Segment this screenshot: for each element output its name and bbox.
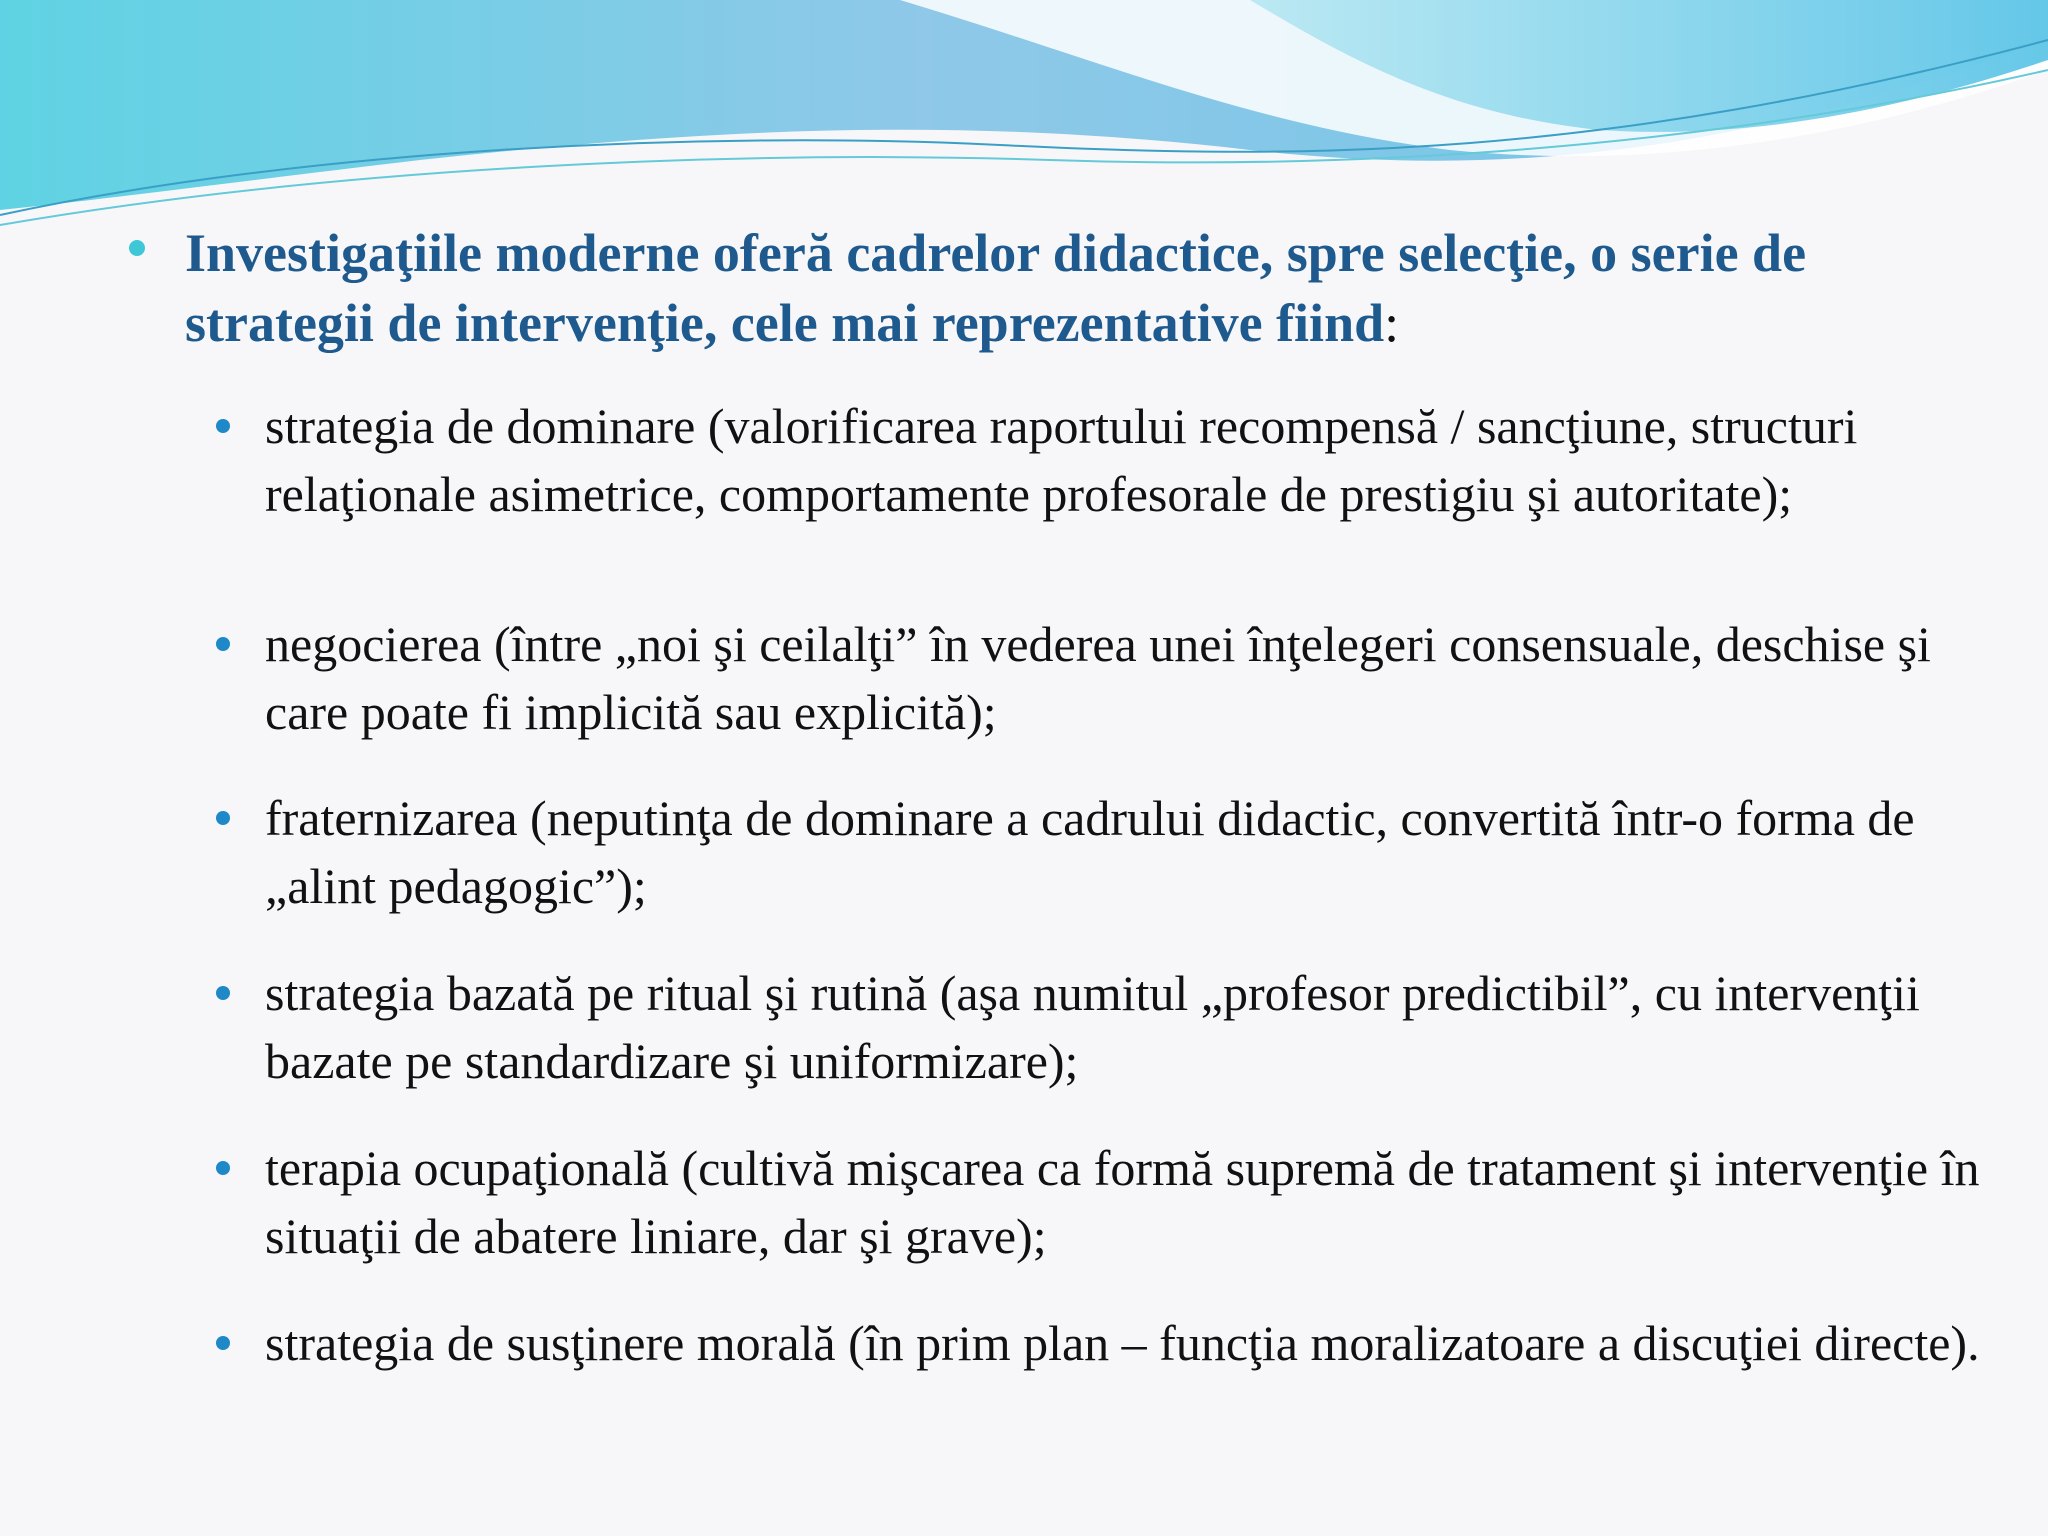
main-intro-text: Investigaţiile moderne oferă cadrelor didactice, spre selecţie, o serie de strategii de intervenţie, cele mai reprezentative fiind	[185, 223, 1807, 353]
sub-bullet-icon	[216, 986, 230, 1000]
main-paragraph	[185, 218, 1985, 358]
list-item: strategia bazată pe ritual şi rutină (aşa numitul „profesor predictibil”, cu intervenţii bazate pe standardizare şi uniformizare);	[265, 965, 1920, 1089]
sub-bullet-icon	[216, 1161, 230, 1175]
list-item: negocierea (între „noi şi ceilalţi” în vederea unei înţelegeri consensuale, deschise şi care poate fi implicită sau explicită);	[265, 616, 1931, 740]
list-item: fraternizarea (neputinţa de dominare a cadrului didactic, convertită într-o forma de „alint pedagogic”);	[265, 790, 1915, 914]
sub-bullet-icon	[216, 419, 230, 433]
list-item: strategia de dominare (valorificarea raportului recompensă / sancţiune, structuri relaţionale asimetrice, comportamente profesorale de prestigiu şi autoritate);	[265, 398, 1858, 522]
sub-bullet-icon	[216, 637, 230, 651]
list-item: strategia de susţinere morală (în prim plan – funcţia moralizatoare a discuţiei directe).	[265, 1315, 1980, 1371]
main-intro-colon: :	[1384, 293, 1400, 353]
main-bullet-icon	[129, 240, 145, 256]
list-item: terapia ocupaţională (cultivă mişcarea ca formă supremă de tratament şi intervenţie în situaţii de abatere liniare, dar şi grave);	[265, 1140, 1980, 1264]
sub-bullet-icon	[216, 1336, 230, 1350]
sub-bullet-icon	[216, 811, 230, 825]
